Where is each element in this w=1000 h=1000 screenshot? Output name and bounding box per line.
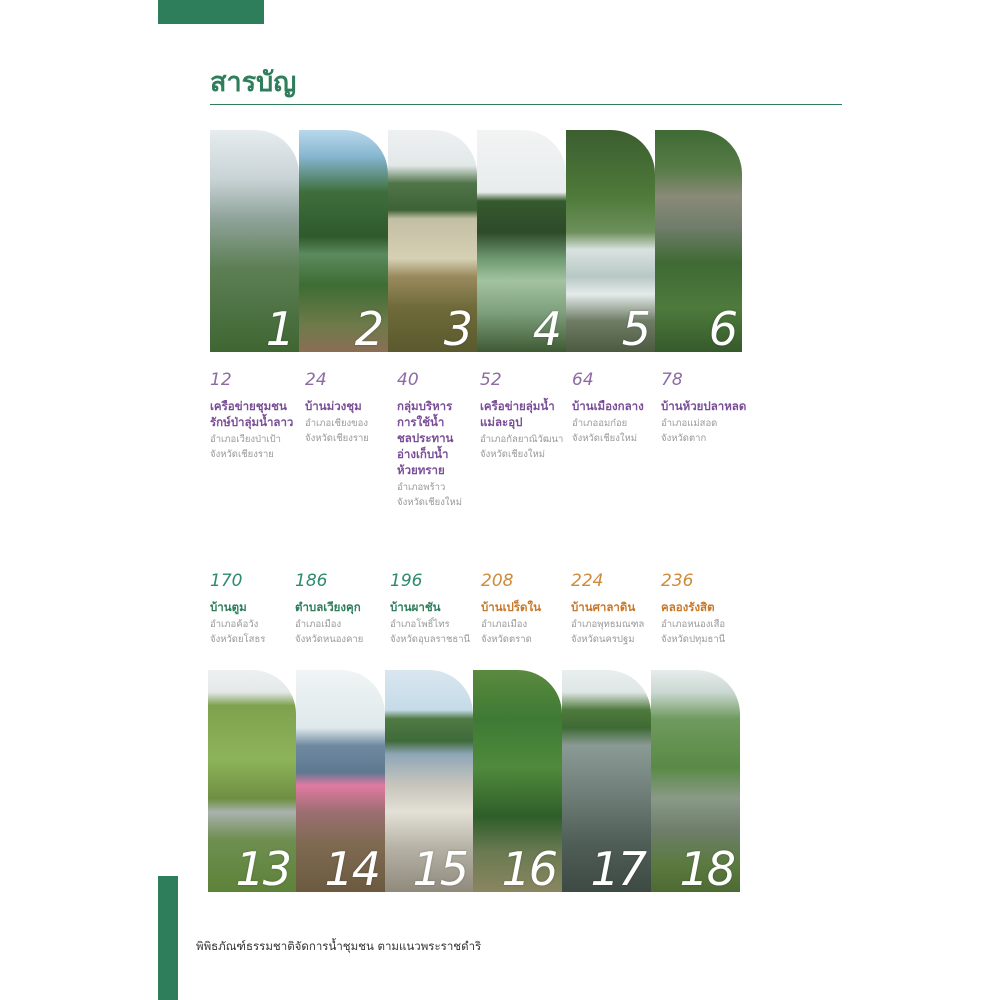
entry-title: คลองรังสิต <box>661 600 715 614</box>
entry-district: อำเภอพุทธมณฑล <box>571 619 645 630</box>
toc-entry-236[interactable] <box>661 571 749 647</box>
entry-title: เครือข่ายลุ่มน้ำแม่ละอุป <box>480 399 555 429</box>
entry-title: บ้านตูม <box>210 600 247 614</box>
toc-entry-40[interactable] <box>397 370 469 510</box>
entry-title: บ้านม่วงชุม <box>305 399 362 413</box>
toc-entry-52[interactable] <box>480 370 568 462</box>
panel-number: 14 <box>324 842 379 892</box>
photo-panel-6 <box>655 130 742 352</box>
page-number: 24 <box>305 370 327 390</box>
entry-district: อำเภอค้อวัง <box>210 619 259 630</box>
entry-district: อำเภออมก๋อย <box>572 418 628 429</box>
photo-panel-13 <box>208 670 296 892</box>
panel-number: 3 <box>443 302 471 352</box>
photo-panel-18 <box>651 670 740 892</box>
entry-province: จังหวัดตราด <box>481 634 532 645</box>
photo-panel-3 <box>388 130 477 352</box>
page-number: 236 <box>661 571 694 591</box>
entry-province: จังหวัดเชียงใหม่ <box>397 497 463 508</box>
photo-panel-15 <box>385 670 473 892</box>
toc-entry-208[interactable] <box>481 571 569 647</box>
photo-panel-2 <box>299 130 388 352</box>
page-number: 52 <box>480 370 502 390</box>
photo-panel-1 <box>210 130 299 352</box>
entry-district: อำเภอกัลยาณิวัฒนา <box>480 434 564 445</box>
entry-title: บ้านศาลาดิน <box>571 600 636 614</box>
footer-publication-title: พิพิธภัณฑ์ธรรมชาติจัดการน้ำชุมชน ตามแนวพระราชดำริ <box>196 939 482 953</box>
toc-entry-12[interactable] <box>210 370 298 462</box>
toc-entry-24[interactable] <box>305 370 393 446</box>
toc-entry-196[interactable] <box>390 571 480 647</box>
entry-title: กลุ่มบริหารการใช้น้ำชลประทานอ่างเก็บน้ำห้วยทราย <box>397 399 454 477</box>
entry-district: อำเภอเมือง <box>481 619 528 630</box>
toc-entry-64[interactable] <box>572 370 660 446</box>
page-number: 170 <box>210 571 243 591</box>
page-number: 208 <box>481 571 514 591</box>
photo-panel-5 <box>566 130 655 352</box>
page-number: 224 <box>571 571 604 591</box>
page-number: 40 <box>397 370 419 390</box>
title-divider <box>210 104 842 105</box>
entry-province: จังหวัดเชียงราย <box>305 433 369 444</box>
entry-province: จังหวัดอุบลราชธานี <box>390 634 471 645</box>
panel-number: 16 <box>501 842 556 892</box>
photo-panel-14 <box>296 670 385 892</box>
entry-district: อำเภอเมือง <box>295 619 342 630</box>
entry-province: จังหวัดเชียงใหม่ <box>480 449 546 460</box>
entry-district: อำเภอเวียงป่าเป้า <box>210 434 282 445</box>
page-title: สารบัญ <box>210 67 297 98</box>
photo-strip-top <box>210 130 742 352</box>
entry-title: บ้านเมืองกลาง <box>572 399 644 413</box>
top-accent-bar <box>158 0 264 24</box>
panel-number: 6 <box>708 302 736 352</box>
photo-panel-16 <box>473 670 562 892</box>
entry-district: อำเภอหนองเสือ <box>661 619 726 630</box>
entry-title: บ้านห้วยปลาหลด <box>661 399 747 413</box>
photo-strip-bottom <box>208 670 740 892</box>
entry-district: อำเภอโพธิ์ไทร <box>390 619 450 630</box>
panel-number: 13 <box>235 842 290 892</box>
entry-district: อำเภอพร้าว <box>397 482 446 493</box>
entry-district: อำเภอเชียงของ <box>305 418 368 429</box>
toc-entry-170[interactable] <box>210 571 298 647</box>
entry-title: บ้านเปร็ดใน <box>481 600 541 614</box>
entry-district: อำเภอแม่สอด <box>661 418 718 429</box>
page-number: 12 <box>210 370 232 390</box>
photo-panel-4 <box>477 130 566 352</box>
photo-panel-17 <box>562 670 651 892</box>
bottom-accent-bar <box>158 876 178 1000</box>
toc-entry-186[interactable] <box>295 571 383 647</box>
entry-province: จังหวัดตาก <box>661 433 707 444</box>
page-number: 64 <box>572 370 594 390</box>
entry-title: บ้านผาชัน <box>390 600 441 614</box>
entry-province: จังหวัดยโสธร <box>210 634 266 645</box>
panel-number: 2 <box>354 302 382 352</box>
panel-number: 18 <box>679 842 734 892</box>
entry-province: จังหวัดหนองคาย <box>295 634 364 645</box>
page-number: 196 <box>390 571 423 591</box>
panel-number: 15 <box>412 842 467 892</box>
page-number: 186 <box>295 571 328 591</box>
entry-province: จังหวัดนครปฐม <box>571 634 635 645</box>
entry-province: จังหวัดเชียงใหม่ <box>572 433 638 444</box>
panel-number: 17 <box>590 842 645 892</box>
entry-province: จังหวัดเชียงราย <box>210 449 274 460</box>
entry-province: จังหวัดปทุมธานี <box>661 634 726 645</box>
panel-number: 1 <box>265 302 293 352</box>
toc-entry-224[interactable] <box>571 571 659 647</box>
entry-title: เครือข่ายชุมชนรักษ์ป่าลุ่มน้ำลาว <box>210 399 294 429</box>
panel-number: 4 <box>532 302 560 352</box>
toc-entry-78[interactable] <box>661 370 757 446</box>
page-number: 78 <box>661 370 683 390</box>
entry-title: ตำบลเวียงคุก <box>295 600 361 614</box>
panel-number: 5 <box>621 302 649 352</box>
